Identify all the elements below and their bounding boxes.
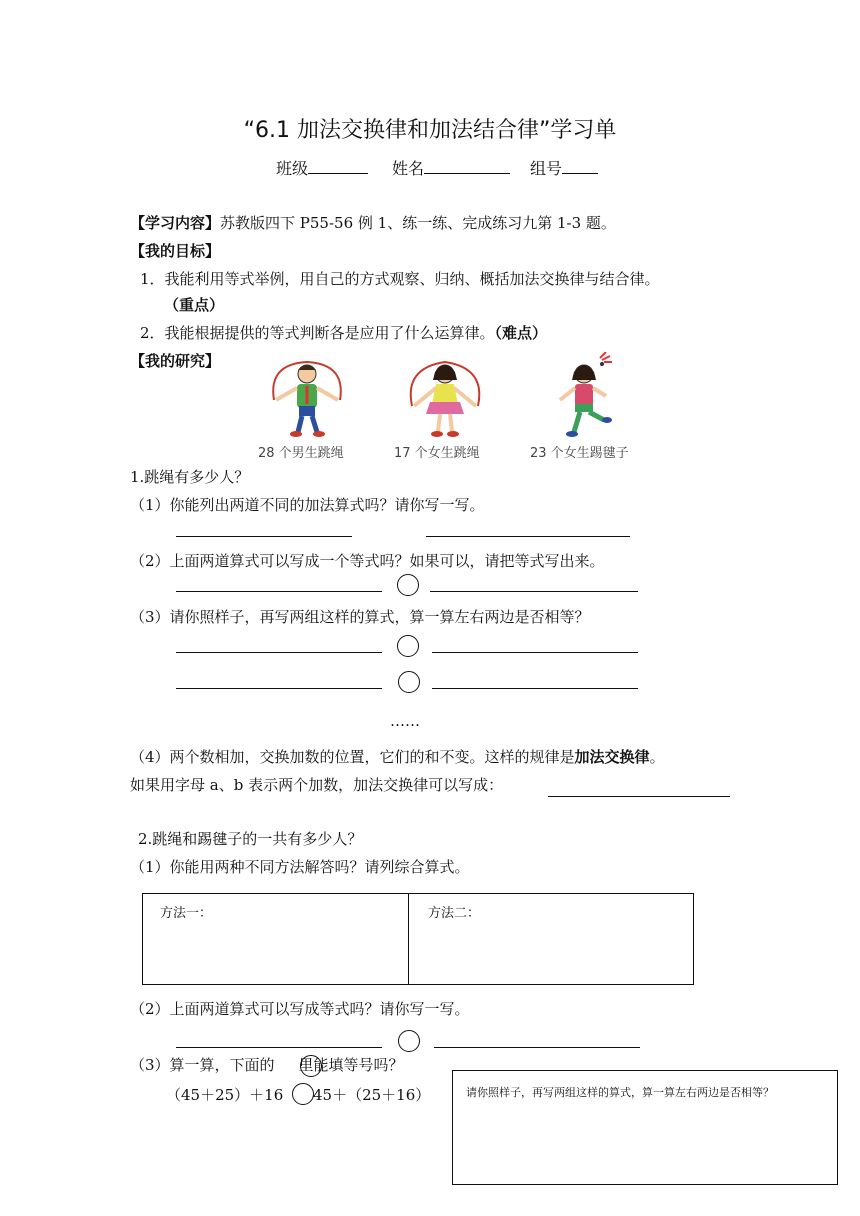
answer-line[interactable] [176, 1047, 382, 1048]
goal-1-mark: （重点） [164, 296, 225, 314]
answer-line[interactable] [176, 536, 352, 537]
formula-answer-line[interactable] [548, 796, 730, 797]
page-title: “6.1 加法交换律和加法结合律”学习单 [243, 118, 617, 143]
name-blank[interactable] [424, 157, 510, 174]
content-text: 苏教版四下 P55-56 例 1、练一练、完成练习九第 1-3 题。 [220, 214, 616, 232]
q2-title: 2.跳绳和踢毽子的一共有多少人？ [138, 830, 363, 848]
q1-part4 [130, 746, 665, 767]
method-2-label: 方法二： [428, 906, 481, 921]
practice-box-text: 请你照样子，再写两组这样的算式，算一算左右两边是否相等？ [466, 1086, 774, 1099]
girl-jumping-rope-icon [400, 356, 490, 438]
class-blank[interactable] [308, 157, 368, 174]
girl-kicking-shuttlecock-icon [544, 352, 624, 438]
group-label: 组号 [530, 159, 563, 178]
expression-left: （45＋25）＋16 [166, 1086, 284, 1104]
caption-girls-shuttlecock: 23 个女生踢毽子 [530, 446, 629, 461]
group-blank[interactable] [562, 157, 598, 174]
compare-circle[interactable] [292, 1083, 314, 1105]
q2-part3-pre: （3）算一算，下面的 [130, 1056, 275, 1074]
method-1-label: 方法一： [160, 906, 213, 921]
group-field[interactable] [530, 156, 598, 179]
inline-circle-icon [300, 1055, 322, 1077]
q2-part1: （1）你能用两种不同方法解答吗？请列综合算式。 [130, 858, 470, 876]
name-field[interactable] [392, 156, 510, 179]
goal-2-mark: （难点） [494, 324, 548, 342]
methods-divider [408, 894, 409, 984]
answer-line[interactable] [176, 591, 382, 592]
q2-part2: （2）上面两道算式可以写成等式吗？请你写一写。 [130, 1000, 470, 1018]
goal-1: 1．我能利用等式举例，用自己的方式观察、归纳、概括加法交换律与结合律。 [140, 270, 660, 288]
q2-part3-post: 里能填等号吗？ [298, 1056, 404, 1074]
q1-part4-line2: 如果用字母 a、b 表示两个加数，加法交换律可以写成： [130, 776, 504, 794]
boy-jumping-rope-icon [262, 356, 352, 438]
compare-circle[interactable] [397, 635, 419, 657]
compare-circle[interactable] [397, 574, 419, 596]
caption-boys-rope: 28 个男生跳绳 [258, 446, 344, 461]
q1-part3: （3）请你照样子，再写两组这样的算式，算一算左右两边是否相等？ [130, 608, 590, 626]
goal-2-text: 2．我能根据提供的等式判断各是应用了什么运算律。 [140, 324, 495, 342]
q1-part4-end: 。 [649, 748, 665, 766]
ellipsis: …… [390, 712, 420, 730]
name-label: 姓名 [392, 159, 425, 178]
answer-line[interactable] [430, 591, 638, 592]
q1-part2: （2）上面两道算式可以写成一个等式吗？如果可以，请把等式写出来。 [130, 552, 605, 570]
answer-line[interactable] [176, 688, 382, 689]
goals-label: 【我的目标】 [130, 242, 221, 260]
answer-line[interactable] [176, 652, 382, 653]
answer-line[interactable] [432, 688, 638, 689]
answer-line[interactable] [434, 1047, 640, 1048]
class-field[interactable] [276, 156, 368, 179]
research-label: 【我的研究】 [130, 352, 221, 370]
answer-line[interactable] [426, 536, 630, 537]
content-label: 【学习内容】 [130, 214, 221, 232]
content-line [130, 212, 616, 233]
caption-girls-rope: 17 个女生跳绳 [394, 446, 480, 461]
commutative-law-term: 加法交换律 [574, 748, 650, 766]
answer-line[interactable] [432, 652, 638, 653]
q1-title: 1.跳绳有多少人？ [130, 468, 250, 486]
compare-circle[interactable] [398, 1030, 420, 1052]
methods-answer-box[interactable] [142, 893, 694, 985]
q2-part3 [130, 1054, 404, 1075]
expression-right: 45＋（25＋16） [313, 1086, 431, 1104]
q1-part4-text: （4）两个数相加，交换加数的位置，它们的和不变。这样的规律是 [130, 748, 575, 766]
class-label: 班级 [276, 159, 309, 178]
compare-circle[interactable] [398, 671, 420, 693]
goal-2 [140, 322, 547, 343]
q1-part1: （1）你能列出两道不同的加法算式吗？请你写一写。 [130, 496, 485, 514]
